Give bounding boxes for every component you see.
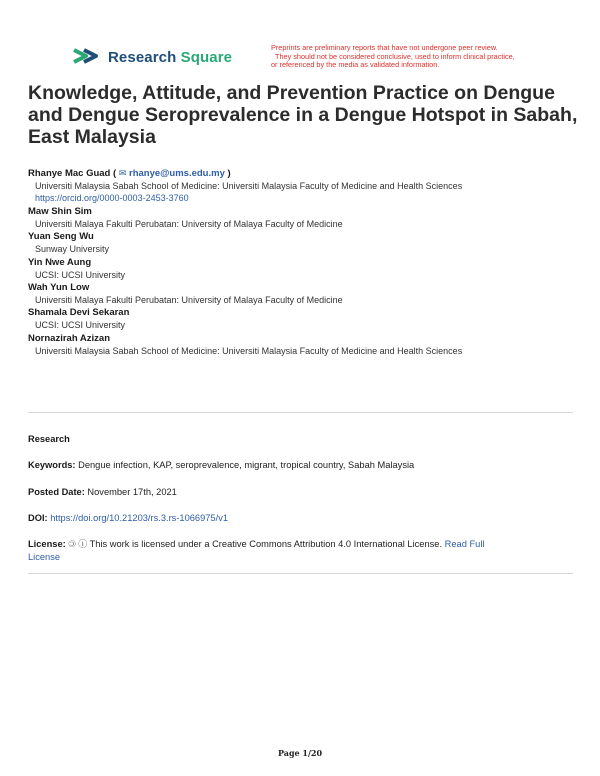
author-affiliation: Universiti Malaya Fakulti Perubatan: University of Malaya Faculty of Medicine bbox=[35, 295, 343, 306]
doi-link[interactable]: https://doi.org/10.21203/rs.3.rs-1066975/v1 bbox=[50, 513, 229, 523]
posted-date: Posted Date: November 17th, 2021 bbox=[28, 487, 177, 497]
keywords: Keywords: Dengue infection, KAP, seroprevalence, migrant, tropical country, Sabah Malaysia bbox=[28, 460, 415, 470]
author-email-link[interactable]: rhanye@ums.edu.my bbox=[129, 168, 225, 179]
logo-wordmark: Research Square bbox=[108, 48, 233, 66]
author-name: Wah Yun Low bbox=[28, 282, 90, 294]
author-name: Maw Shin Sim bbox=[28, 205, 92, 217]
author-affiliation: Universiti Malaysia Sabah School of Medicine: Universiti Malaysia Faculty of Medicine and Health Sciences bbox=[35, 181, 463, 191]
orcid-link[interactable]: https://orcid.org/0000-0003-2453-3760 bbox=[35, 193, 189, 204]
divider bbox=[28, 573, 573, 574]
author-list bbox=[28, 167, 588, 357]
license: License: 🄯 ⓘ This work is licensed under a Creative Commons Attribution 4.0 International License. Read Full License bbox=[28, 539, 485, 562]
article-category: Research bbox=[28, 434, 70, 444]
author-affiliation: UCSI: UCSI University bbox=[35, 269, 126, 280]
paper-title: Knowledge, Attitude, and Prevention Practice on Dengue and Dengue Seroprevalence in a Dengue Hotspot in Sabah, East Malaysia bbox=[28, 82, 578, 148]
doi: DOI: https://doi.org/10.21203/rs.3.rs-1066975/v1 bbox=[28, 513, 229, 523]
author-name: Shamala Devi Sekaran bbox=[28, 307, 130, 319]
author-affiliation: Universiti Malaya Fakulti Perubatan: University of Malaya Faculty of Medicine bbox=[35, 218, 343, 229]
author-name: Nornazirah Azizan bbox=[28, 332, 110, 344]
author-entry bbox=[28, 306, 588, 331]
research-square-logo-icon bbox=[72, 46, 102, 68]
author-affiliation: UCSI: UCSI University bbox=[35, 320, 126, 331]
author-name: Yuan Seng Wu bbox=[28, 231, 94, 243]
divider bbox=[28, 412, 573, 413]
author-affiliation: Universiti Malaysia Sabah School of Medicine: Universiti Malaysia Faculty of Medicine and Health Sciences bbox=[35, 345, 463, 356]
author-entry bbox=[28, 167, 588, 205]
mail-icon: ✉ bbox=[118, 168, 127, 178]
preprint-disclaimer: Preprints are preliminary reports that have not undergone peer review. They should not be considered conclusive, used to inform clinical practice, or referenced by the media as validated information. bbox=[271, 43, 515, 70]
research-square-logo[interactable] bbox=[72, 46, 232, 68]
page-header bbox=[0, 0, 600, 80]
author-entry bbox=[28, 332, 588, 357]
read-full-license-link[interactable]: Read Full License bbox=[28, 539, 485, 562]
author-entry bbox=[28, 281, 588, 306]
author-entry bbox=[28, 256, 588, 281]
author-name: Yin Nwe Aung bbox=[28, 256, 92, 268]
page-number: Page 1/20 bbox=[277, 748, 323, 758]
author-name: Rhanye Mac Guad ( ✉ rhanye@ums.edu.my ) bbox=[28, 168, 231, 179]
creative-commons-icon: 🄯 ⓘ bbox=[68, 539, 88, 549]
author-entry bbox=[28, 205, 588, 230]
author-entry bbox=[28, 230, 588, 255]
author-affiliation: Sunway University bbox=[35, 244, 110, 255]
